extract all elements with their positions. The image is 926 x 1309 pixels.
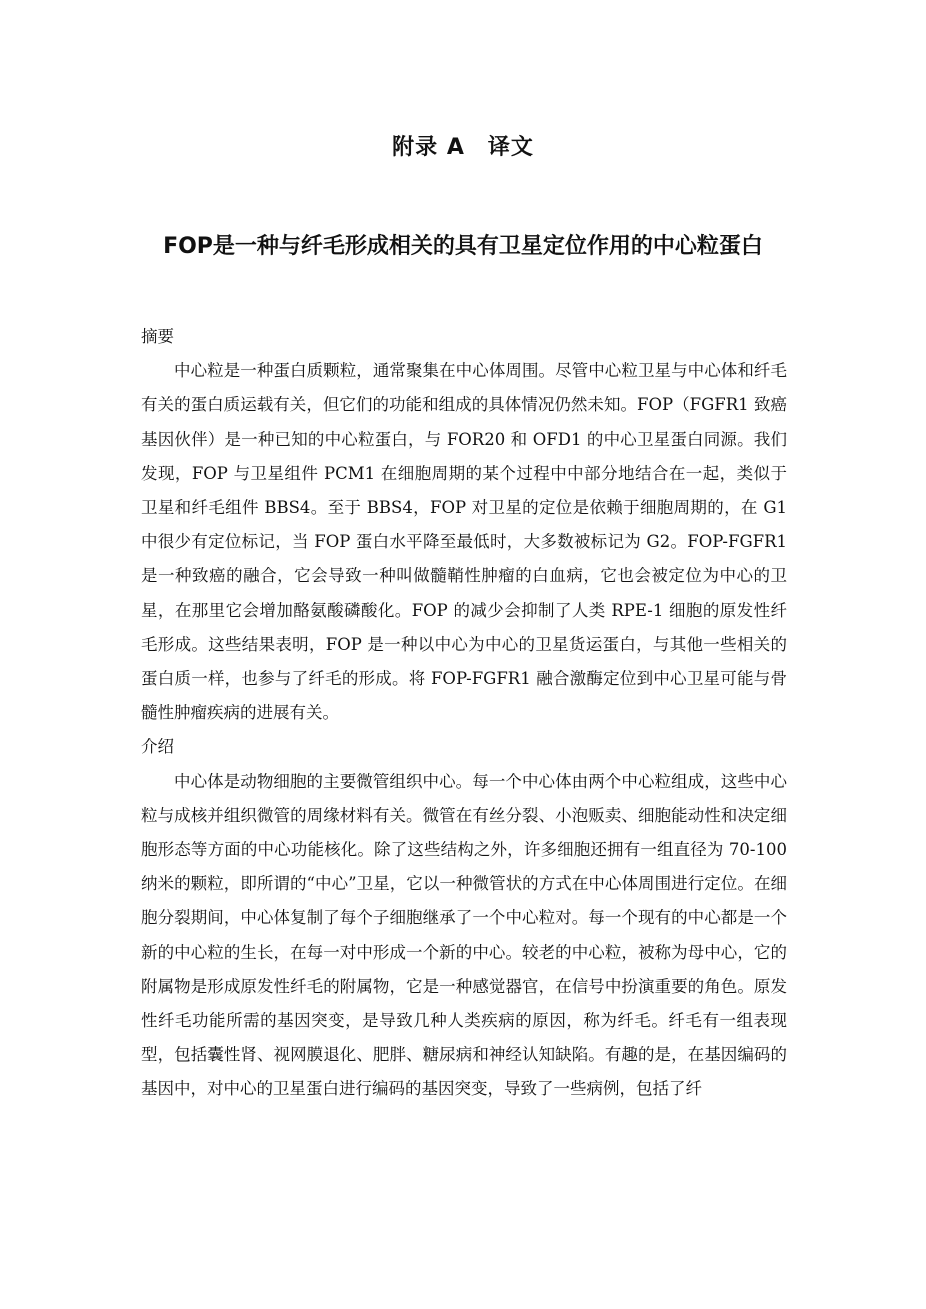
- introduction-heading: 介绍: [141, 737, 174, 757]
- introduction-paragraph: 中心体是动物细胞的主要微管组织中心。每一个中心体由两个中心粒组成，这些中心粒与成核并组织微管的周缘材料有关。微管在有丝分裂、小泡贩卖、细胞能动性和决定细胞形态等方面的中心功能核化。除了这些结构之外，许多细胞还拥有一组直径为 70-100 纳米的颗粒，即所谓的“中心”卫星，它以一种微管状的方式在中心体周围进行定位。在细胞分裂期间，中心体复制了每个子细胞继承了一个中心粒对。每一个现有的中心都是一个新的中心粒的生长，在每一对中形成一个新的中心。较老的中心粒，被称为母中心，它的附属物是形成原发性纤毛的附属物，它是一种感觉器官，在信号中扮演重要的角色。原发性纤毛功能所需的基因突变，是导致几种人类疾病的原因，称为纤毛。纤毛有一组表现型，包括囊性肾、视网膜退化、肥胖、糖尿病和神经认知缺陷。有趣的是，在基因编码的基因中，对中心的卫星蛋白进行编码的基因突变，导致了一些病例，包括了纤: [141, 771, 787, 1099]
- abstract-paragraph: 中心粒是一种蛋白质颗粒，通常聚集在中心体周围。尽管中心粒卫星与中心体和纤毛有关的蛋白质运载有关，但它们的功能和组成的具体情况仍然未知。FOP（FGFR1 致癌基因伙伴）是一种已知的中心粒蛋白，与 FOR20 和 OFD1 的中心卫星蛋白同源。我们发现，FOP 与卫星组件 PCM1 在细胞周期的某个过程中中部分地结合在一起，类似于卫星和纤毛组件 BBS4。至于 BBS4，FOP 对卫星的定位是依赖于细胞周期的，在 G1 中很少有定位标记，当 FOP 蛋白水平降至最低时，大多数被标记为 G2。FOP-FGFR1 是一种致癌的融合，它会导致一种叫做髓鞘性肿瘤的白血病，它也会被定位为中心的卫星，在那里它会增加酪氨酸磷酸化。FOP 的减少会抑制了人类 RPE-1 细胞的原发性纤毛形成。这些结果表明，FOP 是一种以中心为中心的卫星货运蛋白，与其他一些相关的蛋白质一样，也参与了纤毛的形成。将 FOP-FGFR1 融合激酶定位到中心卫星可能与骨髓性肿瘤疾病的进展有关。: [141, 361, 787, 723]
- abstract-heading: 摘要: [141, 327, 174, 346]
- document-title: FOP是一种与纤毛形成相关的具有卫星定位作用的中心粒蛋白: [163, 234, 763, 259]
- appendix-title: 附录 A 译文: [392, 135, 534, 160]
- document-body: [141, 320, 787, 1107]
